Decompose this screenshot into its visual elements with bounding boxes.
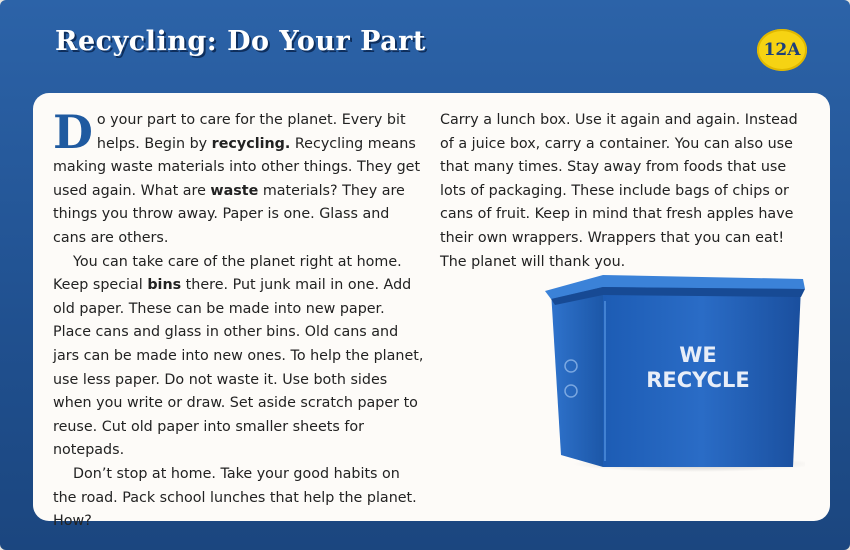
right-column bbox=[440, 109, 810, 274]
left-column bbox=[53, 105, 425, 534]
paragraph-2 bbox=[53, 251, 425, 463]
recycling-bin-photo bbox=[543, 271, 805, 473]
text-run: Recycling means making waste materials into other things. They get used again. What are bbox=[53, 135, 421, 199]
bin-text-we: WE bbox=[679, 343, 717, 367]
page-title: Recycling: Do Your Part bbox=[55, 26, 426, 57]
bin-text-recycle: RECYCLE bbox=[646, 368, 750, 392]
bold-term-waste: waste bbox=[210, 182, 259, 199]
text-run: there. Put junk mail in one. Add old paper. These can be made into new paper. Place cans and glass in other bins. Old cans and jars can be made into new ones. To help the planet, use less paper. Do not waste it. Use both sides when you write or draw. Set aside scratch paper to reuse. Cut old paper into smaller sheets for notepads. bbox=[53, 277, 424, 459]
bold-term-recycling: recycling. bbox=[211, 135, 291, 152]
drop-cap: D bbox=[53, 105, 93, 159]
text-run: You can take care of the planet right at home. Keep special bbox=[53, 253, 402, 294]
text-run: o your part to care for the planet. Every bit helps. Begin by bbox=[96, 112, 406, 152]
bold-term-bins: bins bbox=[147, 277, 182, 294]
paragraph-4: Carry a lunch box. Use it again and again. Instead of a juice box, carry a container. You can also use that many times. Stay away from foods that use lots of packaging. These include bags of chips or cans of fruit. Keep in mind that fresh apples have their own wrappers. Wrappers that you can eat! The planet will thank you. bbox=[440, 112, 798, 270]
content-panel bbox=[33, 93, 830, 530]
page-number-badge: 12A bbox=[757, 29, 807, 71]
text-run: materials? They are things you throw away. Paper is one. Glass and cans are others. bbox=[53, 182, 405, 246]
paragraph-1 bbox=[53, 105, 425, 251]
paragraph-3: Don’t stop at home. Take your good habits on the road. Pack school lunches that help the planet. How? bbox=[53, 465, 417, 530]
